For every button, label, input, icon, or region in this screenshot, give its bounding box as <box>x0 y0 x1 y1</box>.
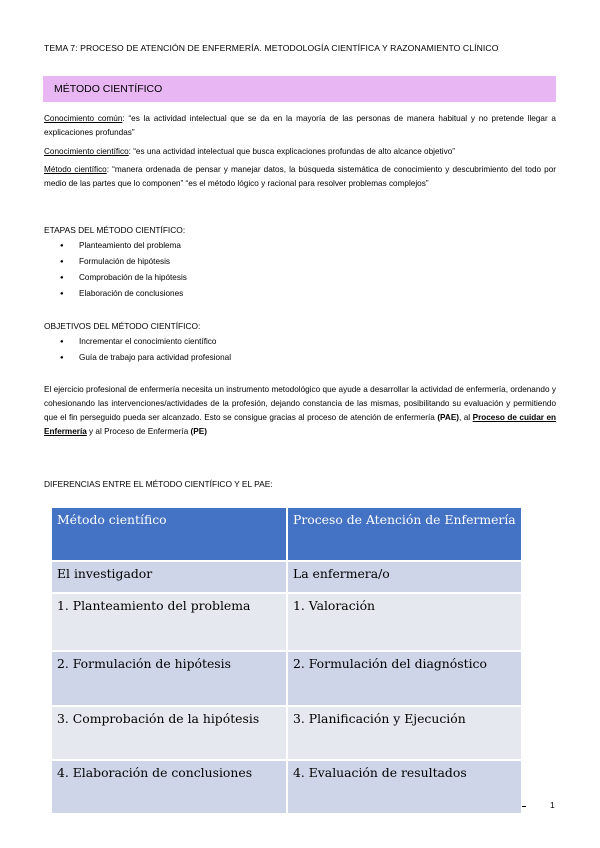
list-item: ● Guía de trabajo para actividad profesional <box>44 350 231 366</box>
section-title: MÉTODO CIENTÍFICO <box>54 83 163 95</box>
objetivos-list <box>44 334 231 366</box>
definition-metodo <box>44 163 556 191</box>
table-row <box>51 651 522 706</box>
table-row <box>51 593 522 651</box>
table-header-pae: Proceso de Atención de Enfermería <box>287 507 522 561</box>
table-row <box>51 760 522 814</box>
footer-mark <box>522 806 526 807</box>
comparison-table <box>50 506 523 815</box>
term-conocimiento-comun: Conocimiento común <box>44 114 123 123</box>
list-item: ● Formulación de hipótesis <box>44 254 187 270</box>
table-cell: 1. Valoración <box>287 593 522 651</box>
list-item: ● Elaboración de conclusiones <box>44 286 187 302</box>
table-cell: 1. Planteamiento del problema <box>51 593 287 651</box>
table-row <box>51 561 522 593</box>
objetivos-title: OBJETIVOS DEL MÉTODO CIENTÍFICO: <box>44 321 201 331</box>
pe-abbrev: (PE) <box>190 427 207 436</box>
page-number: 1 <box>550 800 555 810</box>
definition-cientifico <box>44 145 556 159</box>
paragraph-text: El ejercicio profesional de enfermería necesita un instrumento metodológico que ayude a desarrollar la actividad de enfermería, ordenando y cohesionando las intervenciones/actividades de la profesión, dejando constancia de las mismas, posibilitando su evaluación y permitiendo que el fin perseguido pueda ser alcanzado. Esto se consigue gracias al proceso de atención de enfermería <box>44 385 556 422</box>
list-item: ● Incrementar el conocimiento científico <box>44 334 231 350</box>
list-item: ● Comprobación de la hipótesis <box>44 270 187 286</box>
definition-text: : “es la actividad intelectual que se da en la mayoría de las personas de manera habitual y no pretende llegar a explicaciones profundas” <box>44 114 556 137</box>
table-row <box>51 706 522 760</box>
table-header-metodo: Método científico <box>51 507 287 561</box>
term-metodo-cientifico: Método científico <box>44 165 107 174</box>
section-title-bar <box>43 76 556 102</box>
paragraph-text: , al <box>459 413 473 422</box>
pae-abbrev: (PAE) <box>437 413 460 422</box>
table-cell: 2. Formulación del diagnóstico <box>287 651 522 706</box>
table-header-row <box>51 507 522 561</box>
definition-comun <box>44 112 556 140</box>
table-cell: 2. Formulación de hipótesis <box>51 651 287 706</box>
list-item: ● Planteamiento del problema <box>44 238 187 254</box>
etapas-title: ETAPAS DEL MÉTODO CIENTÍFICO: <box>44 225 186 235</box>
etapas-list <box>44 238 187 302</box>
table-cell: El investigador <box>51 561 287 593</box>
paragraph-text: y al Proceso de Enfermería <box>86 427 191 436</box>
definition-text: : “manera ordenada de pensar y manejar datos, la búsqueda sistemática de conocimiento y descubrimiento del todo por medio de las partes que lo componen” “es el método lógico y racional para resolver problemas complejos” <box>44 165 556 188</box>
table-cell: 3. Comprobación de la hipótesis <box>51 706 287 760</box>
pae-paragraph <box>44 383 556 439</box>
term-conocimiento-cientifico: Conocimiento científico <box>44 147 129 156</box>
proceso-cuidar-term: Proceso de cuidar en Enfermería <box>44 413 556 436</box>
diferencias-title: DIFERENCIAS ENTRE EL MÉTODO CIENTÍFICO Y EL PAE: <box>44 479 273 489</box>
page-header: TEMA 7: PROCESO DE ATENCIÓN DE ENFERMERÍA. METODOLOGÍA CIENTÍFICA Y RAZONAMIENTO CLÍNICO <box>44 43 499 53</box>
definition-text: : “es una actividad intelectual que busca explicaciones profundas de alto alcance objetivo” <box>128 147 455 156</box>
table-cell: 4. Evaluación de resultados <box>287 760 522 814</box>
table-cell: 4. Elaboración de conclusiones <box>51 760 287 814</box>
table-cell: 3. Planificación y Ejecución <box>287 706 522 760</box>
table-cell: La enfermera/o <box>287 561 522 593</box>
